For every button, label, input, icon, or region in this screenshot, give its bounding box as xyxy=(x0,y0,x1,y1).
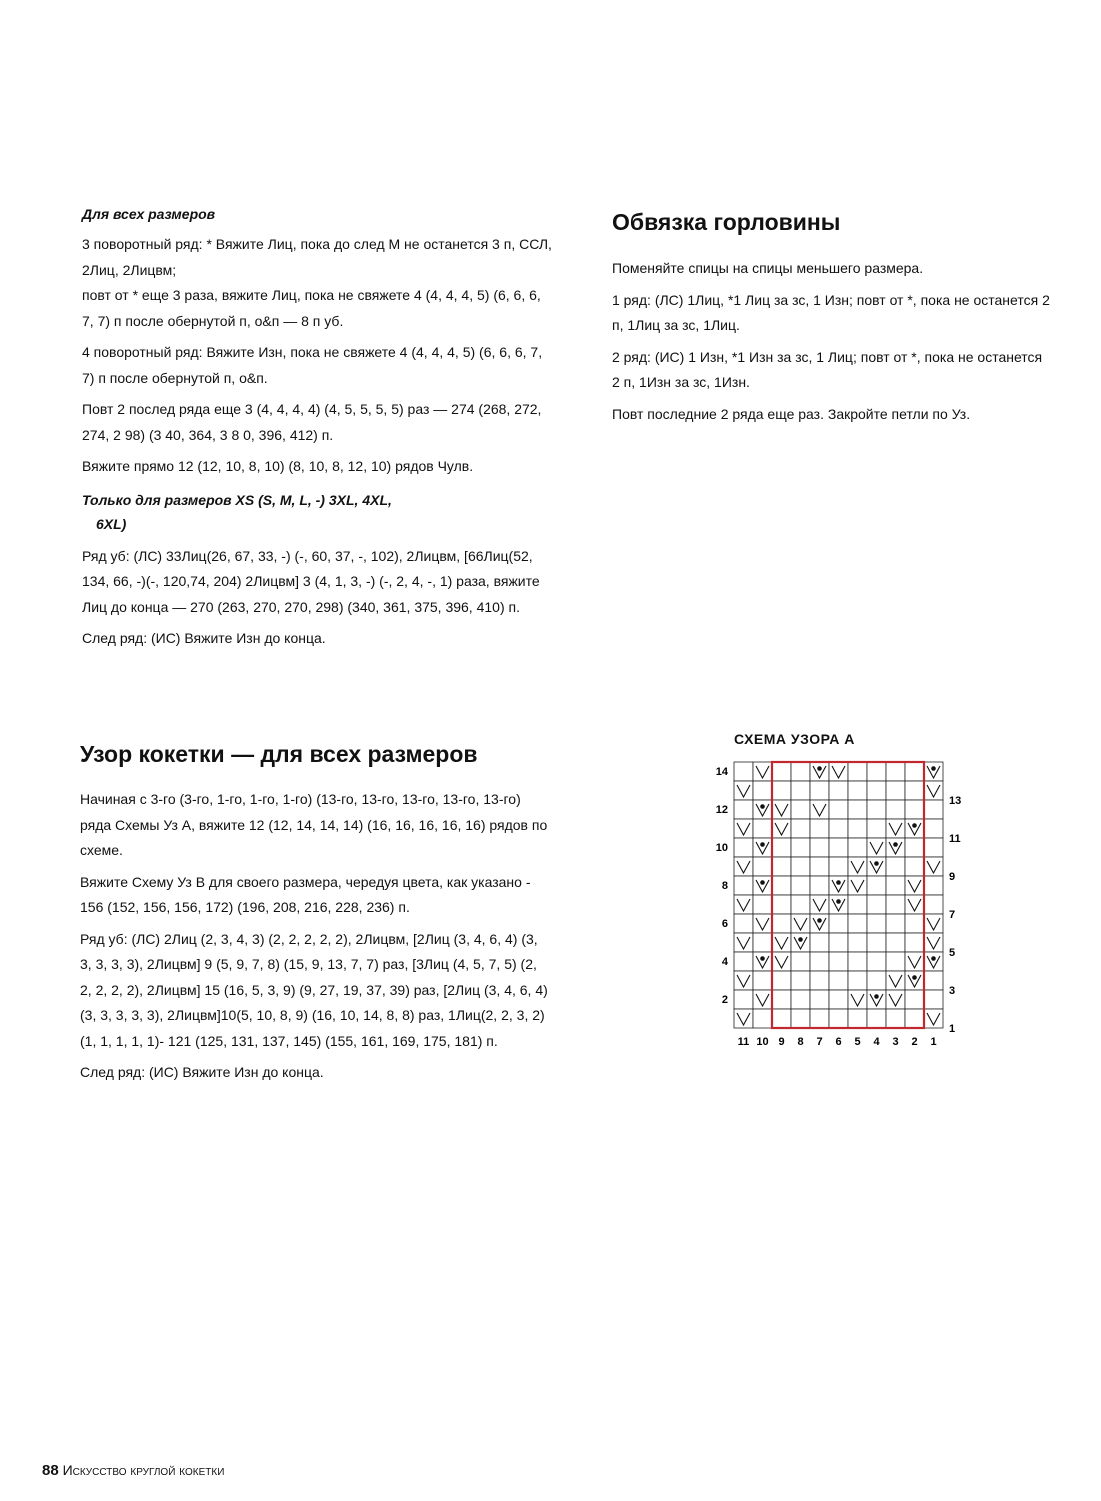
chart-cell xyxy=(867,1009,886,1028)
row-label-left: 10 xyxy=(715,842,728,854)
chart-cell xyxy=(791,971,810,990)
chart-cell xyxy=(848,800,867,819)
chart-cell xyxy=(829,971,848,990)
row-label-left: 12 xyxy=(715,804,728,816)
chart-cell xyxy=(886,895,905,914)
column-label: 11 xyxy=(737,1036,750,1048)
chart-cell xyxy=(829,857,848,876)
chart-cell xyxy=(848,781,867,800)
column-label: 7 xyxy=(816,1036,823,1048)
chart-cell xyxy=(791,876,810,895)
chart-cell xyxy=(867,781,886,800)
paragraph: Вяжите Схему Уз B для своего размера, чередуя цвета, как указано - 156 (152, 156, 156, 172) (196, 208, 216, 228, 236) п. xyxy=(80,873,531,915)
column-label: 2 xyxy=(911,1036,918,1048)
chart-cell xyxy=(772,895,791,914)
purl-dot xyxy=(760,956,765,961)
chart-cell xyxy=(810,838,829,857)
column-label: 8 xyxy=(797,1036,804,1048)
chart-cell xyxy=(791,895,810,914)
chart-cell xyxy=(905,838,924,857)
paragraph: 1 ряд: (ЛС) 1Лиц, *1 Лиц за зс, 1 Изн; повт от *, пока не останется 2 п, 1Лиц за зс, 1Лиц. xyxy=(612,291,1050,333)
paragraph: Вяжите прямо 12 (12, 10, 8, 10) (8, 10, 8, 12, 10) рядов Чулв. xyxy=(82,458,474,474)
chart-cell xyxy=(886,952,905,971)
chart-cell xyxy=(791,857,810,876)
column-label: 6 xyxy=(835,1036,842,1048)
purl-dot xyxy=(760,804,765,809)
chart-cell xyxy=(848,914,867,933)
paragraph: 3 поворотный ряд: * Вяжите Лиц, пока до след М не останется 3 п, ССЛ, 2Лиц, 2Лицвм; xyxy=(82,236,552,278)
purl-dot xyxy=(912,975,917,980)
row-label-right: 1 xyxy=(949,1023,956,1035)
paragraph: Ряд уб: (ЛС) 33Лиц(26, 67, 33, -) (-, 60, 37, -, 102), 2Лицвм, [66Лиц(52, 134, 66, -)(-, 120,74, 204) 2Лицвм] 3 (4, 1, 3, -) (-, 2, 4, -, 1) раза, вяжите Лиц до конца — 270 (263, 270, 270, 298) (340, 361, 375, 396, 410) п. xyxy=(82,547,540,615)
chart-cell xyxy=(810,781,829,800)
chart-cell xyxy=(867,819,886,838)
purl-dot xyxy=(931,766,936,771)
chart-cell xyxy=(772,857,791,876)
chart-cell xyxy=(867,914,886,933)
paragraph: След ряд: (ИС) Вяжите Изн до конца. xyxy=(80,1064,324,1080)
chart-cell xyxy=(829,800,848,819)
only-sizes-prefix: Только для xyxy=(82,491,161,508)
chart-cell xyxy=(867,876,886,895)
chart-cell xyxy=(829,914,848,933)
chart-cell xyxy=(886,800,905,819)
chart-cell xyxy=(924,990,943,1009)
chart-cell xyxy=(810,990,829,1009)
chart-cell xyxy=(848,933,867,952)
purl-dot xyxy=(760,880,765,885)
column-label: 9 xyxy=(778,1036,785,1048)
chart-cell xyxy=(829,819,848,838)
chart-cell xyxy=(848,1009,867,1028)
chart-cell xyxy=(753,895,772,914)
paragraph: 4 поворотный ряд: Вяжите Изн, пока не свяжете 4 (4, 4, 4, 5) (6, 6, 6, 7, 7) п после обернутой п, о&п. xyxy=(82,344,543,386)
chart-cell xyxy=(753,857,772,876)
row-label-right: 11 xyxy=(949,833,961,845)
all-sizes-heading: Для всех размеров xyxy=(82,206,216,222)
row-label-right: 9 xyxy=(949,871,956,883)
chart-cell xyxy=(905,933,924,952)
row-label-right: 7 xyxy=(949,909,956,921)
column-label: 10 xyxy=(756,1036,769,1048)
chart-cell xyxy=(905,762,924,781)
chart-cell xyxy=(867,933,886,952)
purl-dot xyxy=(874,861,879,866)
chart-cell xyxy=(734,914,753,933)
chart-cell xyxy=(734,952,753,971)
chart-cell xyxy=(867,762,886,781)
neckband-section xyxy=(612,206,1052,433)
chart-title: СХЕМА УЗОРА А xyxy=(734,731,855,747)
purl-dot xyxy=(798,937,803,942)
column-label: 1 xyxy=(930,1036,937,1048)
chart-cell xyxy=(753,781,772,800)
chart-cell xyxy=(753,819,772,838)
chart-cell xyxy=(829,781,848,800)
chart-cell xyxy=(886,781,905,800)
chart-cell xyxy=(905,990,924,1009)
chart-cell xyxy=(753,971,772,990)
chart-cell xyxy=(791,952,810,971)
chart-cell xyxy=(810,1009,829,1028)
chart-cell xyxy=(924,895,943,914)
chart-cell xyxy=(772,876,791,895)
chart-cell xyxy=(886,1009,905,1028)
book-title: Искусство круглой кокетки xyxy=(62,1462,225,1478)
chart-cell xyxy=(791,819,810,838)
chart-cell xyxy=(734,800,753,819)
column-label: 5 xyxy=(854,1036,861,1048)
chart-cell xyxy=(829,990,848,1009)
chart-cell xyxy=(886,933,905,952)
chart-cell xyxy=(791,990,810,1009)
chart-cell xyxy=(829,838,848,857)
chart-cell xyxy=(905,781,924,800)
chart-cell xyxy=(905,857,924,876)
chart-cell xyxy=(753,1009,772,1028)
paragraph: Начиная с 3-го (3-го, 1-го, 1-го, 1-го) (13-го, 13-го, 13-го, 13-го, 13-го) ряда Схемы Уз А, вяжите 12 (12, 14, 14, 14) (16, 16, 16, 16, 16) рядов по схеме. xyxy=(80,791,548,858)
chart-cell xyxy=(886,876,905,895)
chart-cell xyxy=(886,857,905,876)
row-label-right: 13 xyxy=(949,795,962,807)
left-column xyxy=(82,206,552,658)
paragraph: Поменяйте спицы на спицы меньшего размера. xyxy=(612,260,924,276)
chart-cell xyxy=(905,1009,924,1028)
chart-cell xyxy=(924,838,943,857)
chart-cell xyxy=(924,876,943,895)
purl-dot xyxy=(912,823,917,828)
chart-cell xyxy=(810,857,829,876)
purl-dot xyxy=(893,842,898,847)
page-footer xyxy=(42,1462,224,1479)
chart-cell xyxy=(772,971,791,990)
chart-cell xyxy=(810,933,829,952)
chart-cell xyxy=(772,990,791,1009)
stitch-chart xyxy=(710,756,970,1051)
chart-cell xyxy=(848,952,867,971)
chart-cell xyxy=(905,800,924,819)
page-number: 88 xyxy=(42,1462,59,1479)
chart-cell xyxy=(848,971,867,990)
row-label-right: 3 xyxy=(949,985,956,997)
chart-cell xyxy=(867,800,886,819)
chart-cell xyxy=(867,895,886,914)
chart-cell xyxy=(734,990,753,1009)
chart-cell xyxy=(848,819,867,838)
row-label-right: 5 xyxy=(949,947,956,959)
chart-cell xyxy=(791,781,810,800)
chart-cell xyxy=(772,838,791,857)
paragraph: Повт последние 2 ряда еще раз. Закройте петли по Уз. xyxy=(612,405,971,422)
chart-cell xyxy=(829,933,848,952)
only-sizes-rest: размеров XS (S, M, L, -) 3XL, 4XL, xyxy=(160,491,392,508)
chart-cell xyxy=(810,819,829,838)
purl-dot xyxy=(817,766,822,771)
only-sizes-line2: 6XL) xyxy=(96,515,127,532)
chart-cell xyxy=(867,971,886,990)
chart-cell xyxy=(924,800,943,819)
purl-dot xyxy=(760,842,765,847)
chart-cell xyxy=(848,762,867,781)
only-sizes-heading xyxy=(82,488,552,536)
row-label-left: 8 xyxy=(721,880,728,892)
chart-cell xyxy=(924,819,943,838)
chart-cell xyxy=(810,876,829,895)
purl-dot xyxy=(874,994,879,999)
chart-cell xyxy=(924,971,943,990)
paragraph: Ряд уб: (ЛС) 2Лиц (2, 3, 4, 3) (2, 2, 2, 2, 2), 2Лицвм, [2Лиц (3, 4, 6, 4) (3, 3, 3, 3, 3), 2Лицвм] 9 (5, 9, 7, 8) (15, 9, 13, 7, 7) раз, [3Лиц (4, 5, 7, 5) (2, 2, 2, 2, 2), 2Лицвм] 15 (16, 5, 3, 9) (9, 27, 19, 37, 39) раз, [2Лиц (3, 4, 6, 4) (3, 3, 3, 3, 3), 2Лицвм]10(5, 10, 8, 9) (16, 10, 14, 8, 8) раз, 1Лиц(2, 2, 3, 2) (1, 1, 1, 1, 1)- 121 (125, 131, 137, 145) (155, 161, 169, 175, 181) п. xyxy=(80,930,548,1049)
neckband-title: Обвязка горловины xyxy=(612,209,841,235)
row-label-left: 2 xyxy=(721,994,728,1006)
chart-cell xyxy=(810,971,829,990)
chart-cell xyxy=(810,952,829,971)
purl-dot xyxy=(931,956,936,961)
chart-cell xyxy=(791,838,810,857)
chart-cell xyxy=(772,781,791,800)
purl-dot xyxy=(817,918,822,923)
chart-cell xyxy=(734,762,753,781)
row-label-left: 6 xyxy=(721,918,728,930)
chart-cell xyxy=(772,914,791,933)
chart-cell xyxy=(829,1009,848,1028)
column-label: 3 xyxy=(892,1036,899,1048)
paragraph: повт от * еще 3 раза, вяжите Лиц, пока не свяжете 4 (4, 4, 4, 5) (6, 6, 6, 7, 7) п после обернутой п, о&п — 8 п уб. xyxy=(82,287,541,329)
chart-cell xyxy=(734,838,753,857)
chart-cell xyxy=(886,914,905,933)
row-label-left: 14 xyxy=(715,766,728,778)
chart-cell xyxy=(791,1009,810,1028)
purl-dot xyxy=(836,899,841,904)
yoke-section xyxy=(80,738,550,1092)
paragraph: След ряд: (ИС) Вяжите Изн до конца. xyxy=(82,630,326,646)
chart-cell xyxy=(848,895,867,914)
chart-cell xyxy=(753,933,772,952)
yoke-title: Узор кокетки — для всех размеров xyxy=(80,741,478,767)
chart-cell xyxy=(886,762,905,781)
paragraph: 2 ряд: (ИС) 1 Изн, *1 Изн за зс, 1 Лиц; повт от *, пока не останется 2 п, 1Изн за зс, 1Изн. xyxy=(612,348,1043,390)
chart-cell xyxy=(905,914,924,933)
chart-cell xyxy=(772,762,791,781)
row-label-left: 4 xyxy=(721,956,728,968)
column-label: 4 xyxy=(873,1036,880,1048)
chart-cell xyxy=(848,838,867,857)
chart-cell xyxy=(829,952,848,971)
chart-cell xyxy=(791,800,810,819)
chart-cell xyxy=(772,1009,791,1028)
paragraph: Повт 2 послед ряда еще 3 (4, 4, 4, 4) (4, 5, 5, 5, 5) раз — 274 (268, 272, 274, 2 98) (3 40, 364, 3 8 0, 396, 412) п. xyxy=(82,401,542,443)
chart-cell xyxy=(734,876,753,895)
chart-cell xyxy=(791,762,810,781)
purl-dot xyxy=(836,880,841,885)
chart-cell xyxy=(867,952,886,971)
